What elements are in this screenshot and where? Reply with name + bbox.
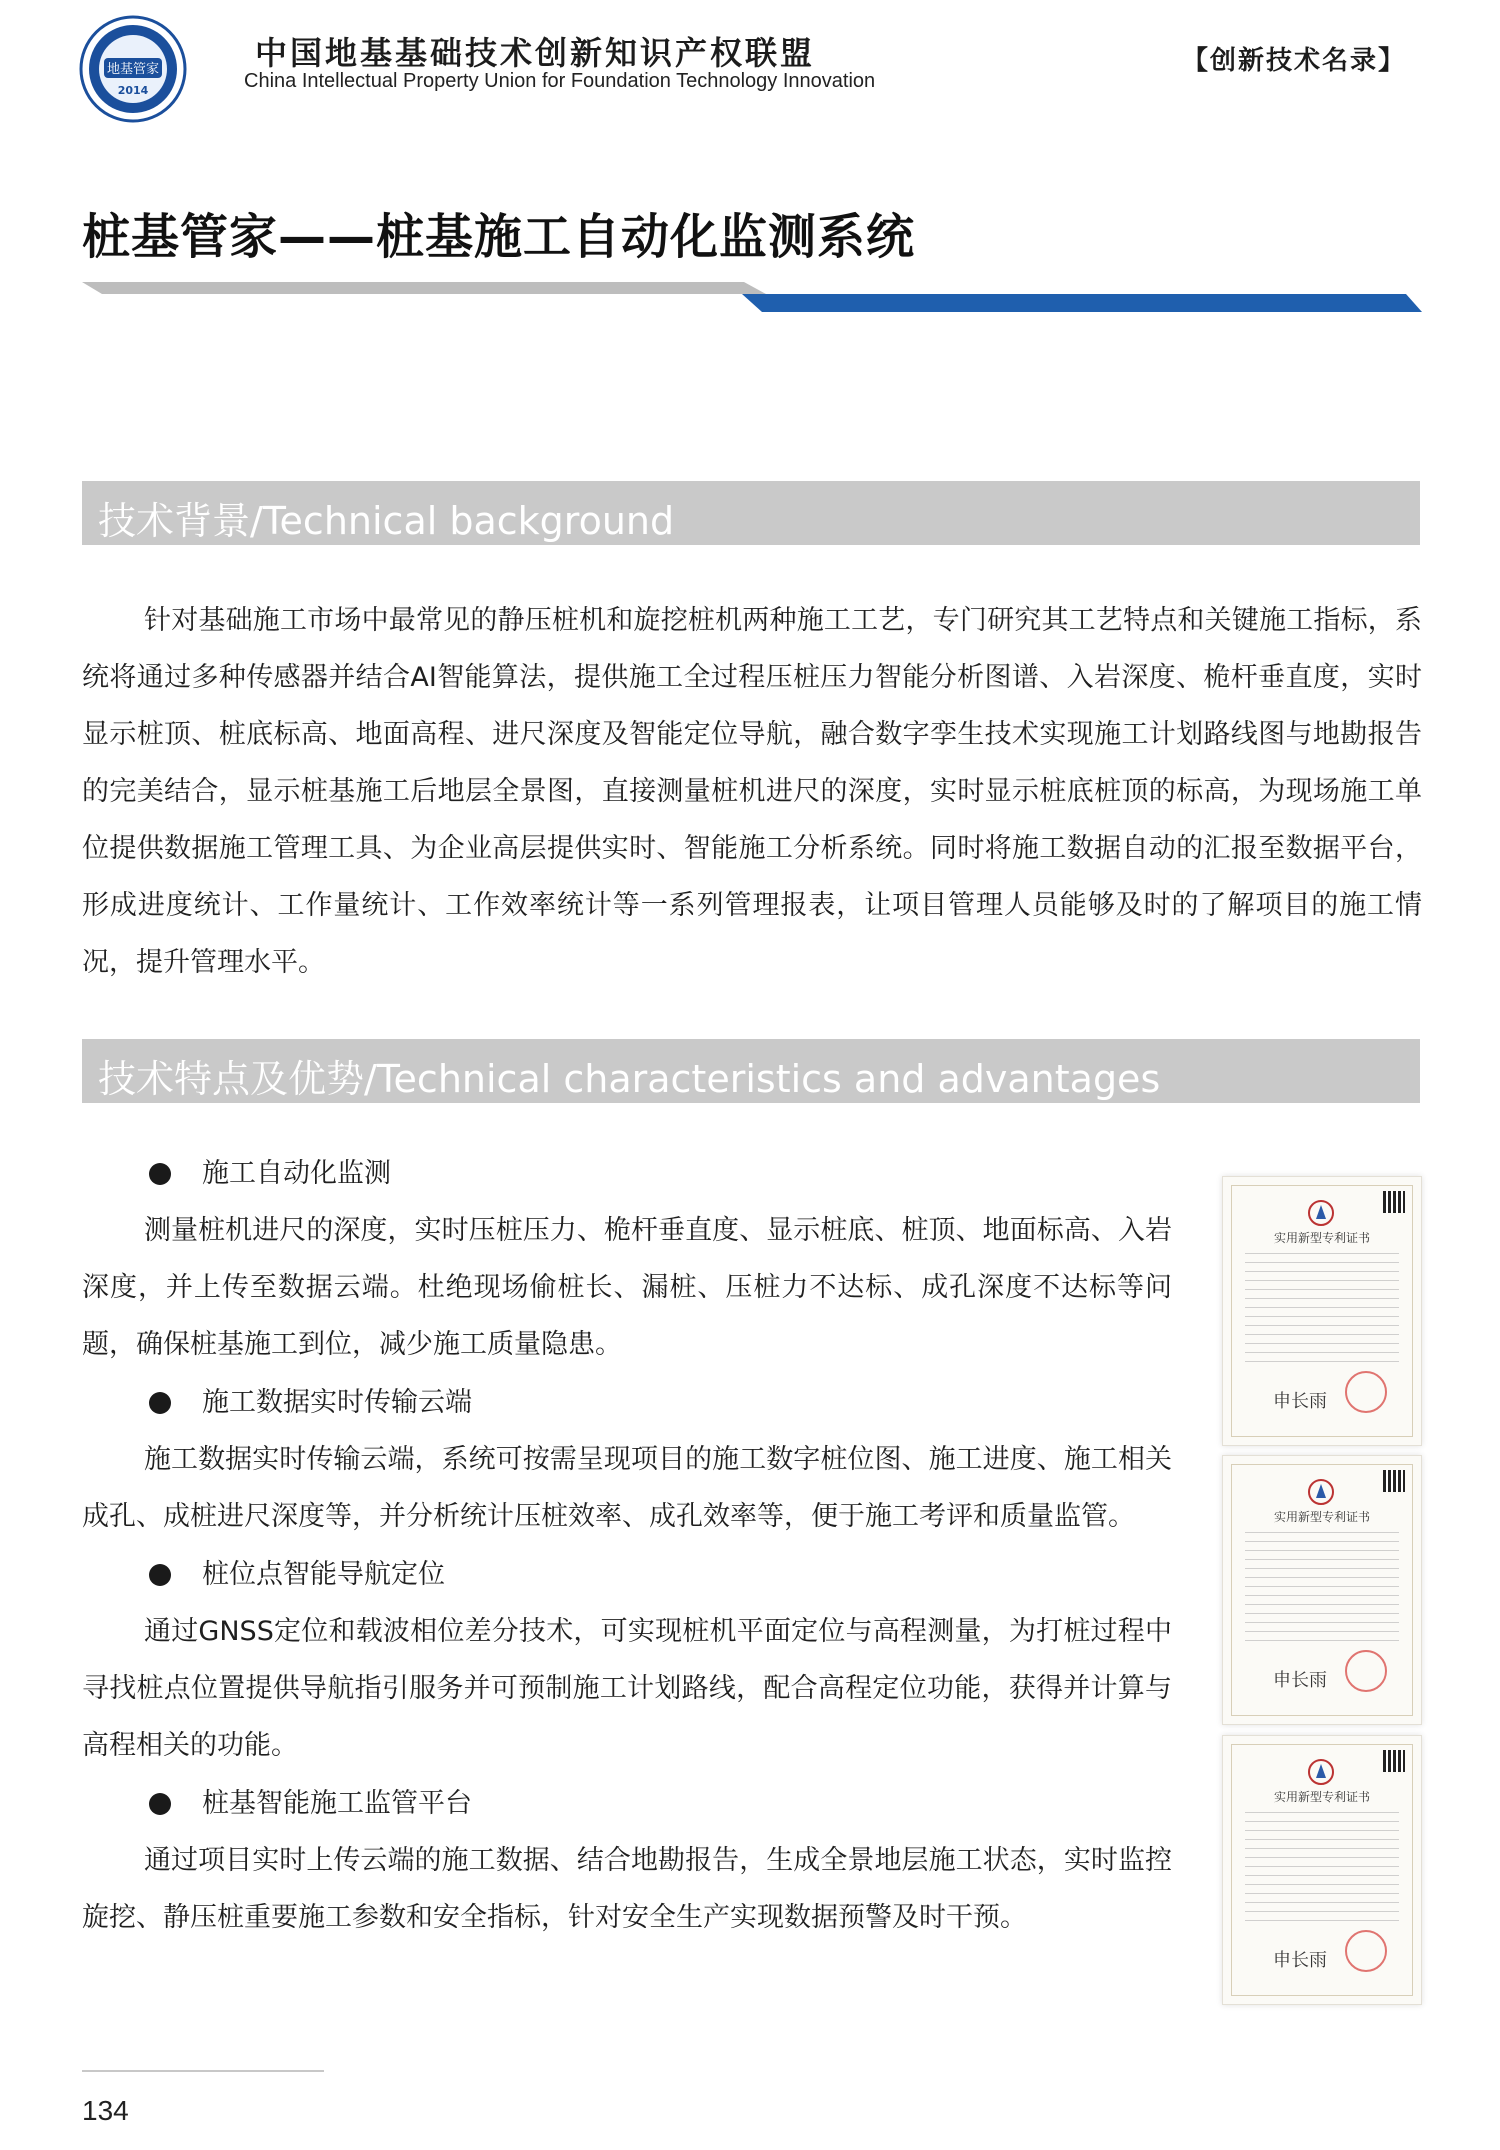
patent-emblem-icon	[1307, 1758, 1335, 1786]
patent-certificate-image	[1222, 1735, 1422, 2005]
feature-title: 桩基智能施工监管平台	[202, 1788, 472, 1819]
feature-title-row	[82, 1782, 1172, 1832]
qr-code-icon	[1383, 1750, 1405, 1772]
patent-certificate-image	[1222, 1176, 1422, 1446]
bullet-dot-icon	[149, 1793, 171, 1815]
certificate-title: 实用新型专利证书	[1273, 1790, 1370, 1804]
certificate-text-lines	[1245, 1253, 1399, 1363]
certificate-signature: 申长雨	[1273, 1670, 1327, 1691]
official-seal-icon	[1345, 1371, 1387, 1413]
feature-description: 通过项目实时上传云端的施工数据、结合地勘报告，生成全景地层施工状态，实时监控旋挖、静压桩重要施工参数和安全指标，针对安全生产实现数据预警及时干预。	[82, 1845, 1172, 1933]
feature-title: 施工数据实时传输云端	[202, 1387, 472, 1418]
official-seal-icon	[1345, 1930, 1387, 1972]
patent-emblem-icon	[1307, 1199, 1335, 1227]
feature-title: 施工自动化监测	[202, 1158, 391, 1189]
title-decoration	[82, 282, 1422, 316]
page-title: 桩基管家——桩基施工自动化监测系统	[82, 209, 916, 265]
section-heading-text: 技术特点及优势/Technical characteristics and advantages	[98, 1057, 1161, 1101]
feature-item	[82, 1782, 1172, 1946]
certificate-signature: 申长雨	[1273, 1391, 1327, 1412]
feature-description: 测量桩机进尺的深度，实时压桩压力、桅杆垂直度、显示桩底、桩顶、地面标高、入岩深度，并上传至数据云端。杜绝现场偷桩长、漏桩、压桩力不达标、成孔深度不达标等问题，确保桩基施工到位，减少施工质量隐患。	[82, 1215, 1172, 1360]
background-paragraph: 针对基础施工市场中最常见的静压桩机和旋挖桩机两种施工工艺，专门研究其工艺特点和关键施工指标，系统将通过多种传感器并结合AI智能算法，提供施工全过程压桩压力智能分析图谱、入岩深度、桅杆垂直度，实时显示桩顶、桩底标高、地面高程、进尺深度及智能定位导航，融合数字孪生技术实现施工计划路线图与地勘报告的完美结合，显示桩基施工后地层全景图，直接测量桩机进尺的深度，实时显示桩底桩顶的标高，为现场施工单位提供数据施工管理工具、为企业高层提供实时、智能施工分析系统。同时将施工数据自动的汇报至数据平台，形成进度统计、工作量统计、工作效率统计等一系列管理报表，让项目管理人员能够及时的了解项目的施工情况，提升管理水平。	[82, 605, 1422, 978]
feature-description: 施工数据实时传输云端，系统可按需呈现项目的施工数字桩位图、施工进度、施工相关成孔、成桩进尺深度等，并分析统计压桩效率、成孔效率等，便于施工考评和质量监管。	[82, 1444, 1172, 1532]
bullet-dot-icon	[149, 1564, 171, 1586]
section-heading-features	[82, 1039, 1420, 1103]
certificate-signature: 申长雨	[1273, 1950, 1327, 1971]
feature-title-row	[82, 1381, 1172, 1431]
qr-code-icon	[1383, 1470, 1405, 1492]
feature-title-row	[82, 1152, 1172, 1202]
page-number: 134	[82, 2095, 129, 2126]
qr-code-icon	[1383, 1191, 1405, 1213]
bullet-dot-icon	[149, 1163, 171, 1185]
patent-certificate-image	[1222, 1455, 1422, 1725]
bullet-dot-icon	[149, 1392, 171, 1414]
section-heading-background	[82, 481, 1420, 545]
footer-divider	[82, 2070, 324, 2072]
certificate-text-lines	[1245, 1532, 1399, 1642]
feature-description: 通过GNSS定位和载波相位差分技术，可实现桩机平面定位与高程测量，为打桩过程中寻找桩点位置提供导航指引服务并可预制施工计划路线，配合高程定位功能，获得并计算与高程相关的功能。	[82, 1616, 1172, 1761]
alliance-logo	[78, 14, 188, 124]
feature-title-row	[82, 1553, 1172, 1603]
certificate-text-lines	[1245, 1812, 1399, 1922]
patent-emblem-icon	[1307, 1478, 1335, 1506]
org-name-en: China Intellectual Property Union for Foundation Technology Innovation	[244, 70, 876, 92]
org-name-cn: 中国地基基础技术创新知识产权联盟	[255, 34, 816, 72]
feature-item	[82, 1381, 1172, 1545]
logo-text: 地基管家	[106, 62, 160, 77]
feature-item	[82, 1553, 1172, 1774]
category-tag: 【创新技术名录】	[1182, 46, 1407, 76]
section-heading-text: 技术背景/Technical background	[98, 499, 675, 543]
logo-year: 2014	[117, 84, 149, 97]
feature-list	[82, 1152, 1172, 1954]
feature-item	[82, 1152, 1172, 1373]
certificate-title: 实用新型专利证书	[1273, 1231, 1370, 1245]
feature-title: 桩位点智能导航定位	[202, 1559, 445, 1590]
official-seal-icon	[1345, 1650, 1387, 1692]
certificate-title: 实用新型专利证书	[1273, 1510, 1370, 1524]
